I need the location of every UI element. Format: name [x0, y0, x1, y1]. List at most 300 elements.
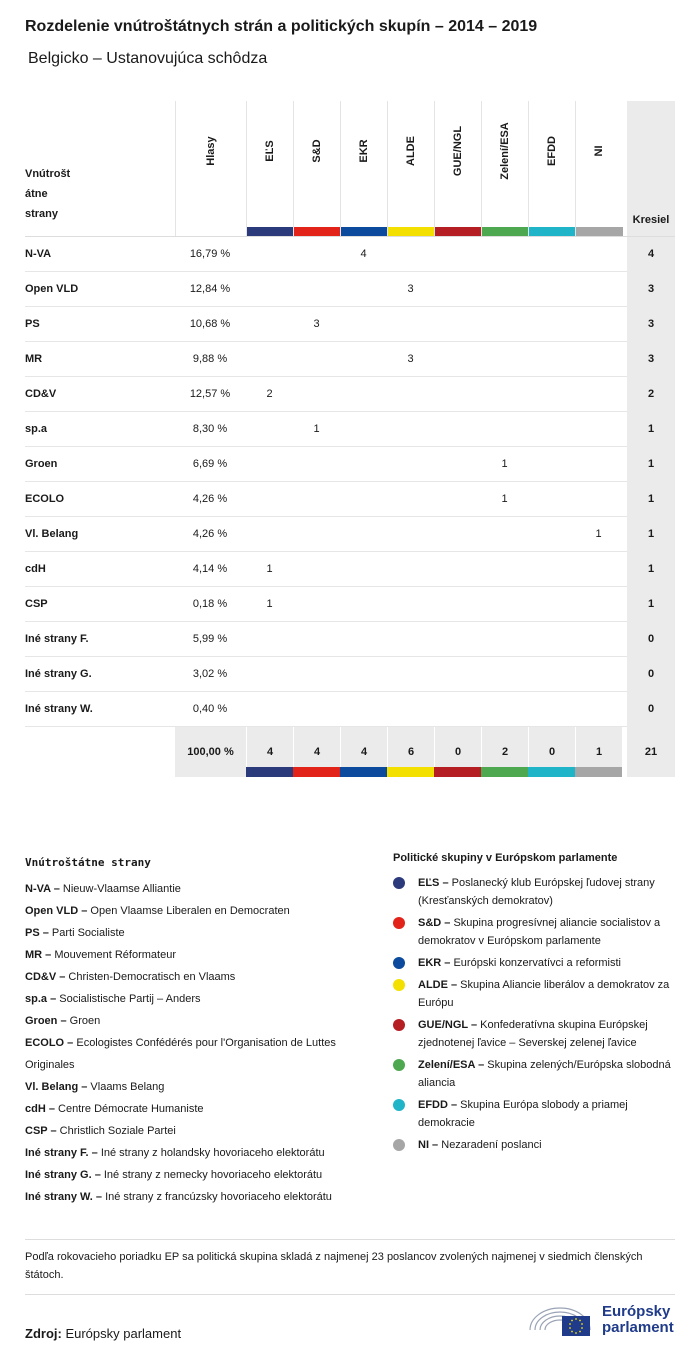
group-legend-abbr: EFDD – [418, 1099, 458, 1111]
group-column-header [293, 101, 340, 236]
party-legend-item [25, 878, 375, 900]
group-seat-cell [387, 237, 434, 272]
party-legend-item [25, 944, 375, 966]
group-seat-cell: 1 [501, 458, 508, 470]
seats-value: 1 [627, 447, 675, 483]
group-seat-cell [575, 377, 622, 412]
source-line [25, 1326, 181, 1341]
ep-logo [528, 1300, 678, 1342]
votes-value: 6,69 % [192, 458, 228, 470]
seats-column-header: Kresiel [632, 214, 670, 226]
votes-value: 12,84 % [189, 283, 231, 295]
group-seat-cell [528, 307, 575, 342]
source-label: Zdroj: [25, 1326, 62, 1341]
group-color-bar [529, 227, 576, 236]
group-seat-cell [293, 237, 340, 272]
seats-value: 1 [627, 482, 675, 518]
group-color-dot-icon [393, 957, 405, 969]
group-seat-cell [246, 657, 293, 692]
group-color-dot-icon [393, 1059, 405, 1071]
group-seat-cell [434, 377, 481, 412]
party-legend-name: Christen-Democratisch en Vlaams [65, 971, 236, 983]
total-group-seats: 1 [576, 727, 622, 777]
source-value: Európsky parlament [61, 1326, 182, 1341]
group-header-label: Zelení/ESA [499, 122, 511, 180]
party-legend-abbr: MR – [25, 949, 52, 961]
party-legend-abbr: CSP – [25, 1125, 57, 1137]
group-seat-cell [340, 657, 387, 692]
party-legend-name: Christlich Soziale Partei [56, 1125, 176, 1137]
group-color-bar [528, 767, 575, 777]
group-seat-cell [528, 622, 575, 657]
group-color-bar [341, 227, 388, 236]
party-legend-abbr: PS – [25, 927, 49, 939]
party-legend-abbr: Open VLD – [25, 905, 88, 917]
group-seat-cell [246, 412, 293, 447]
group-header-label: EKR [358, 139, 370, 163]
group-seat-cell [293, 552, 340, 587]
party-legend-abbr: Iné strany W. – [25, 1191, 103, 1203]
group-seat-cell [481, 657, 528, 692]
group-seat-cell [575, 692, 622, 727]
votes-column-header [175, 101, 246, 236]
table-body [25, 237, 675, 727]
group-seat-cell: 1 [501, 493, 508, 505]
table-row [25, 377, 675, 412]
group-seat-cell [246, 237, 293, 272]
group-legend-abbr: S&D – [418, 917, 451, 929]
table-row [25, 587, 675, 622]
seat-table [25, 101, 675, 777]
votes-value: 4,26 % [192, 493, 228, 505]
group-color-bar [246, 767, 293, 777]
group-column-header [481, 101, 528, 236]
party-legend-item [25, 1164, 375, 1186]
votes-header-label: Hlasy [205, 136, 217, 166]
total-group-seats: 6 [388, 727, 434, 777]
totals-row [25, 727, 675, 777]
votes-value: 9,88 % [192, 353, 228, 365]
group-column-header [246, 101, 293, 236]
group-seat-cell [575, 587, 622, 622]
group-color-bar [481, 767, 528, 777]
group-seat-cell [387, 587, 434, 622]
group-seat-cell: 3 [313, 318, 320, 330]
group-seat-cell [481, 307, 528, 342]
page-title: Rozdelenie vnútroštátnych strán a politických skupín – 2014 – 2019 [25, 18, 538, 35]
group-seat-cell: 1 [595, 528, 602, 540]
group-color-dot-icon [393, 1139, 405, 1151]
party-legend-item [25, 900, 375, 922]
group-seat-cell [481, 272, 528, 307]
group-seat-cell: 3 [407, 283, 414, 295]
group-seat-cell [528, 342, 575, 377]
party-legend-abbr: Iné strany G. – [25, 1169, 101, 1181]
group-legend [393, 852, 683, 1158]
party-name: cdH [25, 563, 46, 575]
party-legend-name: Open Vlaamse Liberalen en Democraten [87, 905, 290, 917]
party-name: CD&V [25, 388, 57, 400]
group-color-bar [294, 227, 341, 236]
group-seat-cell [434, 482, 481, 517]
group-seat-cell [340, 692, 387, 727]
group-seat-cell [340, 622, 387, 657]
party-legend-name: Iné strany z nemecky hovoriaceho elektorátu [100, 1169, 323, 1181]
party-legend-heading: Vnútroštátne strany [25, 856, 151, 869]
party-legend [25, 852, 375, 1208]
group-seat-cell [387, 307, 434, 342]
seats-value: 3 [627, 272, 675, 308]
group-header-label: GUE/NGL [452, 125, 464, 177]
group-seat-cell [293, 342, 340, 377]
group-seat-cell [293, 587, 340, 622]
party-legend-abbr: N-VA – [25, 883, 60, 895]
group-seat-cell [246, 692, 293, 727]
group-column-header [575, 101, 622, 236]
group-seat-cell [246, 517, 293, 552]
group-seat-cell: 3 [407, 353, 414, 365]
group-seat-cell [246, 447, 293, 482]
group-legend-name: Konfederatívna skupina Európskej zjednotenej ľavice – Severskej zelenej ľavice [418, 1019, 648, 1049]
group-seat-cell [434, 412, 481, 447]
group-color-dot-icon [393, 1019, 405, 1031]
group-seat-cell [481, 552, 528, 587]
group-seat-cell [575, 307, 622, 342]
group-seat-cell [481, 692, 528, 727]
total-group-seats: 4 [247, 727, 293, 777]
group-legend-abbr: NI – [418, 1139, 439, 1151]
votes-value: 10,68 % [189, 318, 231, 330]
group-seat-cell [387, 622, 434, 657]
group-legend-name: Poslanecký klub Európskej ľudovej strany (Kresťanských demokratov) [418, 877, 655, 907]
group-seat-cell [481, 412, 528, 447]
party-name: Vl. Belang [25, 528, 79, 540]
table-row [25, 657, 675, 692]
group-seat-cell [340, 272, 387, 307]
seats-value: 0 [627, 657, 675, 693]
ep-logo-text: Európsky parlament [602, 1303, 674, 1336]
party-name: Iné strany G. [25, 668, 92, 680]
total-votes: 100,00 % [175, 727, 246, 777]
group-seat-cell [293, 692, 340, 727]
table-row [25, 482, 675, 517]
rules-note: Podľa rokovacieho poriadku EP sa politická skupina skladá z najmenej 23 poslancov zvolených najmenej v siedmich členských štátoch. [25, 1239, 675, 1295]
group-seat-cell [293, 272, 340, 307]
group-seat-cell [293, 622, 340, 657]
group-legend-name: Skupina Európa slobody a priamej demokracie [418, 1099, 628, 1129]
group-seat-cell [528, 377, 575, 412]
group-legend-abbr: EKR – [418, 957, 451, 969]
group-seat-cell [528, 237, 575, 272]
group-seat-cell [528, 692, 575, 727]
group-legend-name: Skupina zelených/Európska slobodná aliancia [418, 1059, 671, 1089]
group-header-label: EFDD [546, 136, 558, 166]
group-seat-cell [481, 622, 528, 657]
group-seat-cell [481, 517, 528, 552]
table-row [25, 307, 675, 342]
table-row [25, 342, 675, 377]
group-legend-name: Skupina Aliancie liberálov a demokratov za Európu [418, 979, 670, 1009]
group-seat-cell: 1 [313, 423, 320, 435]
party-name: Iné strany F. [25, 633, 89, 645]
group-legend-name: Európski konzervatívci a reformisti [450, 957, 621, 969]
group-seat-cell [340, 412, 387, 447]
party-legend-name: Ecologistes Confédérés pour l'Organisation de Luttes Originales [25, 1037, 336, 1071]
total-seats: 21 [627, 727, 675, 777]
total-group-seats: 0 [529, 727, 575, 777]
party-legend-abbr: CD&V – [25, 971, 66, 983]
group-seat-cell [340, 587, 387, 622]
group-seat-cell [528, 657, 575, 692]
group-legend-abbr: EĽS – [418, 877, 449, 889]
party-legend-name: Nieuw-Vlaamse Alliantie [59, 883, 181, 895]
group-seat-cell [575, 552, 622, 587]
party-legend-name: Parti Socialiste [48, 927, 125, 939]
group-seat-cell [434, 237, 481, 272]
group-color-dot-icon [393, 1099, 405, 1111]
group-seat-cell [575, 412, 622, 447]
group-seat-cell [575, 482, 622, 517]
table-header [25, 101, 675, 237]
group-seat-cell [434, 272, 481, 307]
votes-value: 3,02 % [192, 668, 228, 680]
party-legend-name: Groen [66, 1015, 101, 1027]
group-seat-cell [434, 657, 481, 692]
table-row [25, 272, 675, 307]
group-seat-cell [575, 622, 622, 657]
group-seat-cell: 2 [266, 388, 273, 400]
group-legend-item [393, 1056, 683, 1092]
party-name: Iné strany W. [25, 703, 93, 715]
seats-value: 0 [627, 622, 675, 658]
group-legend-abbr: ALDE – [418, 979, 458, 991]
party-legend-item [25, 1010, 375, 1032]
group-seat-cell [340, 552, 387, 587]
group-seat-cell [434, 622, 481, 657]
group-seat-cell: 4 [360, 248, 367, 260]
group-legend-item [393, 874, 683, 910]
table-row [25, 692, 675, 727]
group-legend-abbr: Zelení/ESA – [418, 1059, 485, 1071]
group-seat-cell [293, 377, 340, 412]
group-seat-cell [434, 517, 481, 552]
group-seat-cell: 1 [266, 563, 273, 575]
party-legend-abbr: Vl. Belang – [25, 1081, 88, 1093]
group-seat-cell [528, 272, 575, 307]
total-group-seats: 4 [294, 727, 340, 777]
page-subtitle: Belgicko – Ustanovujúca schôdza [28, 50, 268, 67]
seats-value: 0 [627, 692, 675, 728]
group-color-bar [575, 767, 622, 777]
group-seat-cell [340, 377, 387, 412]
group-seat-cell [340, 447, 387, 482]
group-color-bar [293, 767, 340, 777]
total-group-seats: 4 [341, 727, 387, 777]
votes-value: 4,14 % [192, 563, 228, 575]
party-legend-item [25, 1076, 375, 1098]
votes-value: 16,79 % [189, 248, 231, 260]
group-seat-cell [293, 482, 340, 517]
party-name: sp.a [25, 423, 48, 435]
group-seat-cell [387, 377, 434, 412]
table-row [25, 447, 675, 482]
seats-value: 3 [627, 307, 675, 343]
party-name: Groen [25, 458, 58, 470]
group-legend-item [393, 1016, 683, 1052]
group-color-dot-icon [393, 877, 405, 889]
party-legend-name: Iné strany z francúzsky hovoriaceho elektorátu [102, 1191, 332, 1203]
votes-value: 4,26 % [192, 528, 228, 540]
group-column-header [387, 101, 434, 236]
group-legend-abbr: GUE/NGL – [418, 1019, 478, 1031]
seats-value: 1 [627, 552, 675, 588]
group-color-bar [435, 227, 482, 236]
group-color-bar [247, 227, 294, 236]
party-legend-abbr: Groen – [25, 1015, 67, 1027]
table-row [25, 552, 675, 587]
party-legend-item [25, 922, 375, 944]
group-seat-cell [387, 447, 434, 482]
party-legend-item [25, 1142, 375, 1164]
group-seat-cell [528, 412, 575, 447]
group-header-label: NI [593, 145, 605, 157]
party-legend-abbr: Iné strany F. – [25, 1147, 98, 1159]
votes-value: 0,40 % [192, 703, 228, 715]
group-seat-cell [246, 307, 293, 342]
party-legend-item [25, 1032, 375, 1076]
group-seat-cell [340, 342, 387, 377]
table-row [25, 412, 675, 447]
group-seat-cell [387, 482, 434, 517]
group-seat-cell [528, 482, 575, 517]
group-color-dot-icon [393, 917, 405, 929]
seats-value: 2 [627, 377, 675, 413]
total-group-seats: 0 [435, 727, 481, 777]
party-legend-name: Centre Démocrate Humaniste [54, 1103, 204, 1115]
party-legend-name: Mouvement Réformateur [51, 949, 176, 961]
party-legend-name: Iné strany z holandsky hovoriaceho elektorátu [97, 1147, 325, 1159]
votes-value: 12,57 % [189, 388, 231, 400]
group-legend-name: Nezaradení poslanci [438, 1139, 542, 1151]
group-seat-cell [293, 517, 340, 552]
group-seat-cell [434, 692, 481, 727]
group-legend-item [393, 1096, 683, 1132]
group-seat-cell [340, 482, 387, 517]
seats-value: 1 [627, 587, 675, 623]
group-legend-item [393, 1136, 683, 1154]
group-seat-cell [387, 517, 434, 552]
group-seat-cell [246, 272, 293, 307]
group-column-header [528, 101, 575, 236]
party-legend-name: Vlaams Belang [87, 1081, 165, 1093]
party-legend-abbr: cdH – [25, 1103, 55, 1115]
group-legend-item [393, 954, 683, 972]
party-name: PS [25, 318, 40, 330]
group-seat-cell [481, 237, 528, 272]
group-seat-cell [246, 342, 293, 377]
party-legend-item [25, 988, 375, 1010]
votes-value: 8,30 % [192, 423, 228, 435]
group-seat-cell [387, 692, 434, 727]
seats-value: 1 [627, 517, 675, 553]
party-legend-item [25, 966, 375, 988]
group-legend-name: Skupina progresívnej aliancie socialistov a demokratov v Európskom parlamente [418, 917, 661, 947]
table-row [25, 622, 675, 657]
group-seat-cell [575, 447, 622, 482]
group-color-bar [434, 767, 481, 777]
table-row [25, 517, 675, 552]
group-color-bar [340, 767, 387, 777]
party-legend-item [25, 1120, 375, 1142]
group-color-bar [388, 227, 435, 236]
seats-value: 4 [627, 237, 675, 273]
party-name: CSP [25, 598, 48, 610]
party-legend-abbr: sp.a – [25, 993, 57, 1005]
group-color-bar [576, 227, 623, 236]
group-seat-cell [293, 447, 340, 482]
party-name: N-VA [25, 248, 52, 260]
party-legend-item [25, 1098, 375, 1120]
group-seat-cell [434, 552, 481, 587]
group-seat-cell [340, 517, 387, 552]
group-seat-cell [387, 552, 434, 587]
group-seat-cell [575, 272, 622, 307]
group-seat-cell: 1 [266, 598, 273, 610]
group-seat-cell [528, 517, 575, 552]
group-seat-cell [246, 622, 293, 657]
group-seat-cell [293, 657, 340, 692]
group-seat-cell [481, 587, 528, 622]
ep-hemicycle-icon [528, 1300, 598, 1340]
group-seat-cell [575, 237, 622, 272]
seats-value: 1 [627, 412, 675, 448]
party-name: MR [25, 353, 43, 365]
votes-value: 0,18 % [192, 598, 228, 610]
seats-value: 3 [627, 342, 675, 378]
group-seat-cell [434, 342, 481, 377]
party-legend-item [25, 1186, 375, 1208]
party-name: Open VLD [25, 283, 79, 295]
party-column-header: Vnútrošt átne strany [25, 168, 71, 220]
group-column-header [340, 101, 387, 236]
group-seat-cell [481, 342, 528, 377]
group-seat-cell [340, 307, 387, 342]
group-color-dot-icon [393, 979, 405, 991]
group-seat-cell [434, 447, 481, 482]
group-seat-cell [575, 342, 622, 377]
group-seat-cell [528, 587, 575, 622]
group-header-label: S&D [311, 139, 323, 163]
group-color-bar [482, 227, 529, 236]
group-legend-item [393, 914, 683, 950]
table-row [25, 237, 675, 272]
group-seat-cell [528, 552, 575, 587]
group-column-header [434, 101, 481, 236]
group-header-label: EĽS [264, 140, 276, 162]
group-header-label: ALDE [405, 136, 417, 166]
party-legend-abbr: ECOLO – [25, 1037, 74, 1049]
group-seat-cell [575, 657, 622, 692]
group-seat-cell [387, 657, 434, 692]
group-seat-cell [246, 482, 293, 517]
group-color-bar [387, 767, 434, 777]
group-legend-item [393, 976, 683, 1012]
group-seat-cell [481, 377, 528, 412]
party-name: ECOLO [25, 493, 65, 505]
votes-value: 5,99 % [192, 633, 228, 645]
group-seat-cell [387, 412, 434, 447]
total-group-seats: 2 [482, 727, 528, 777]
